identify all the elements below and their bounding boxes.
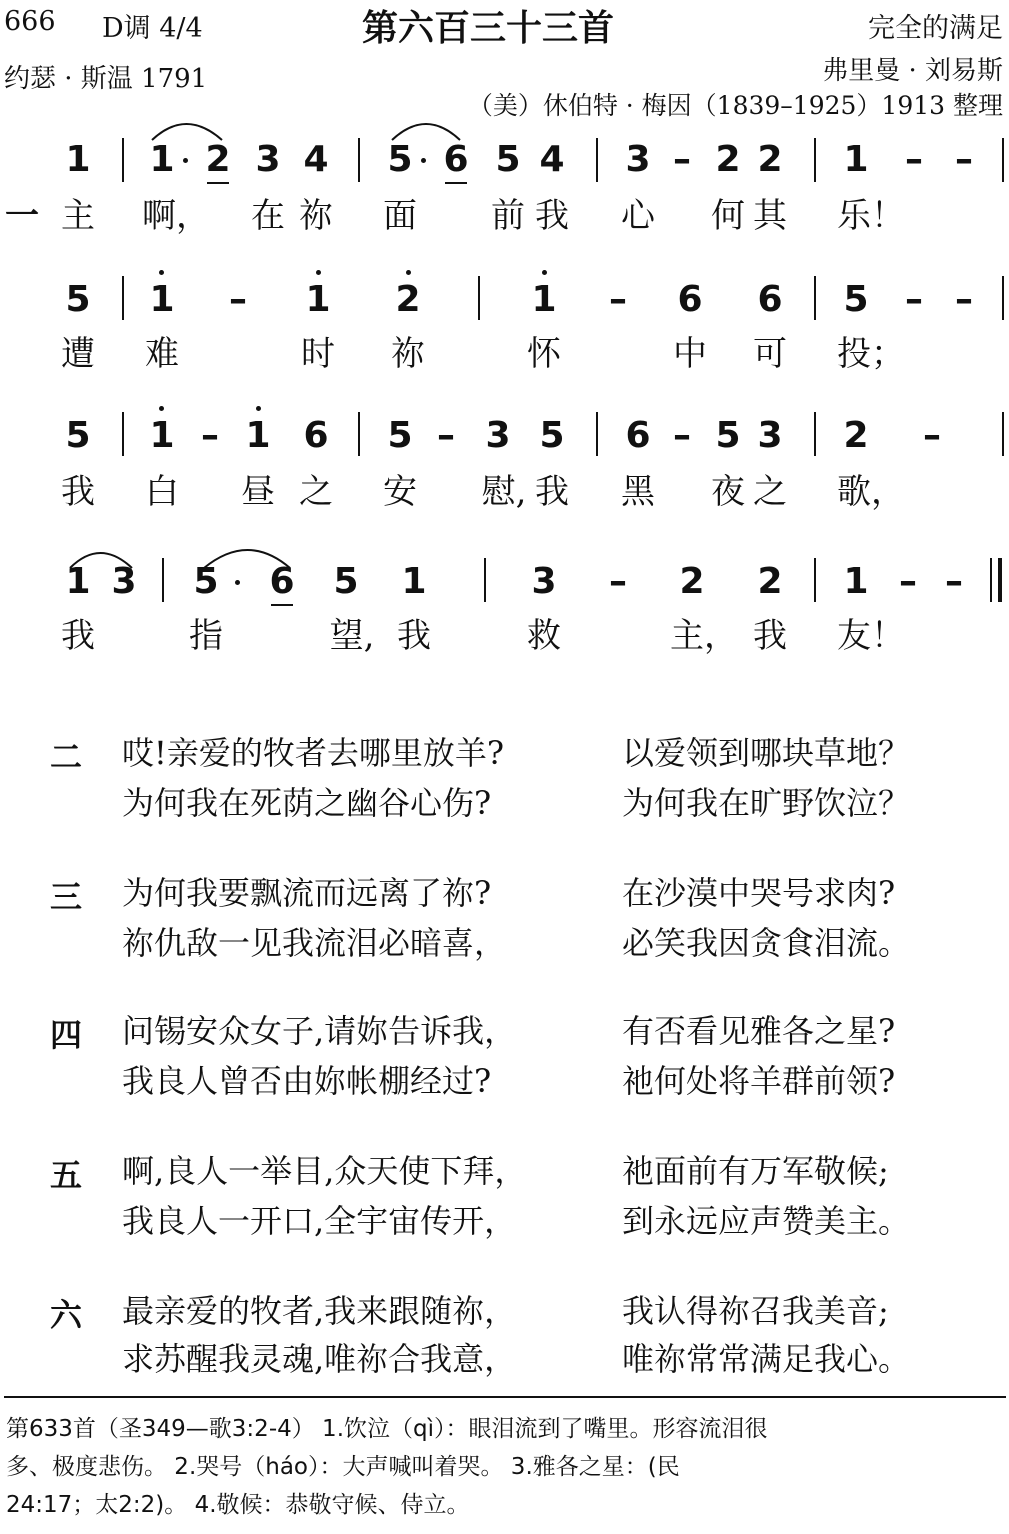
bar-line	[814, 276, 816, 320]
verse-line: 为何我要飘流而远离了祢?	[122, 874, 492, 912]
lyric: 啊，	[142, 196, 210, 236]
verse-line: 为何我在旷野饮泣？	[622, 784, 911, 822]
lyric: 中	[673, 334, 707, 374]
note: 2	[757, 139, 783, 180]
lyric: 我	[753, 616, 787, 656]
octave-dot	[316, 270, 321, 275]
note: 5	[65, 415, 91, 456]
hymn-number: 666	[4, 6, 56, 37]
dash: –	[905, 279, 923, 320]
lyric: 黑	[621, 472, 655, 512]
lyric: 之	[299, 472, 333, 512]
note: 1	[401, 561, 427, 602]
note: 3	[111, 561, 137, 602]
footnote-line: 24:17；太2:2)。 4.敬候：恭敬守候、侍立。	[6, 1492, 470, 1518]
lyric: 我	[397, 616, 431, 656]
verse-line: 以爱领到哪块草地？	[622, 734, 911, 772]
lyric: 祢	[299, 196, 333, 236]
note: 5	[843, 279, 869, 320]
dash: –	[945, 561, 963, 602]
dotted-note-dot	[235, 580, 240, 585]
note: 3	[255, 139, 281, 180]
dash: –	[955, 139, 973, 180]
slur	[152, 124, 222, 140]
verse-line: 唯祢常常满足我心。	[622, 1340, 911, 1378]
verse-line: 我认得祢召我美音;	[622, 1292, 889, 1330]
octave-dot	[159, 270, 164, 275]
lyric: 望,	[329, 616, 375, 656]
lyric: 主，	[670, 616, 738, 656]
lyric: 前	[491, 196, 525, 236]
note: 1	[149, 139, 175, 180]
lyric: 可	[753, 334, 787, 374]
verse-line: 为何我在死荫之幽谷心伤?	[122, 784, 492, 822]
note: 6	[303, 415, 329, 456]
verse-line: 到永远应声赞美主。	[622, 1202, 911, 1240]
dash: –	[905, 139, 923, 180]
verse-number: 二	[50, 738, 83, 776]
note: 5	[387, 415, 413, 456]
lyric: 之	[753, 472, 787, 512]
note: 1	[245, 415, 271, 456]
verse-number: 三	[50, 878, 83, 916]
dash: –	[923, 415, 941, 456]
note: 3	[531, 561, 557, 602]
note: 5	[715, 415, 741, 456]
note: 5	[387, 139, 413, 180]
underline	[271, 604, 293, 606]
author: 弗里曼 · 刘易斯	[822, 56, 1003, 86]
final-barline-thin	[990, 558, 992, 602]
note: 1	[149, 415, 175, 456]
verse-line: 在沙漠中哭号求肉?	[622, 874, 896, 912]
bar-line	[814, 412, 816, 456]
lyric: 投；	[837, 334, 905, 374]
bar-line	[1002, 412, 1004, 456]
bar-line	[1002, 276, 1004, 320]
lyric: 慰,	[481, 472, 527, 512]
verse-line: 祢仇敌一见我流泪必暗喜，	[122, 924, 507, 962]
dash: –	[609, 561, 627, 602]
arranger: （美）休伯特 · 梅因（1839–1925）1913 整理	[467, 91, 1003, 120]
verse-line: 有否看见雅各之星?	[622, 1012, 896, 1050]
bar-line	[358, 412, 360, 456]
lyric: 遭	[61, 334, 95, 374]
note: 2	[679, 561, 705, 602]
key-meter: D调 4/4	[102, 13, 203, 44]
lyric: 祢	[391, 334, 425, 374]
lyric: 安	[383, 472, 417, 512]
bar-line	[478, 276, 480, 320]
bar-line	[162, 558, 164, 602]
verse-line: 问锡安众女子,请妳告诉我，	[122, 1012, 517, 1050]
note: 6	[677, 279, 703, 320]
dash: –	[673, 139, 691, 180]
lyric: 主	[61, 196, 95, 236]
octave-dot	[406, 270, 411, 275]
lyric: 时	[301, 334, 335, 374]
dash: –	[201, 415, 219, 456]
note: 5	[539, 415, 565, 456]
note: 2	[757, 561, 783, 602]
note: 5	[193, 561, 219, 602]
note: 4	[539, 139, 565, 180]
lyric: 友！	[837, 616, 905, 656]
footnote-line: 第633首（圣349—歌3:2-4） 1.饮泣（qì）：眼泪流到了嘴里。形容流泪很	[6, 1416, 768, 1442]
verse-marker: 一	[5, 196, 39, 236]
note: 3	[757, 415, 783, 456]
verse-line: 啊,良人一举目,众天使下拜，	[122, 1152, 527, 1190]
octave-dot	[256, 406, 261, 411]
verse-number: 五	[50, 1156, 83, 1194]
lyric: 歌，	[837, 472, 905, 512]
lyric: 怀	[527, 334, 561, 374]
note: 6	[625, 415, 651, 456]
bar-line	[596, 412, 598, 456]
lyric: 我	[535, 196, 569, 236]
dash: –	[899, 561, 917, 602]
footnote-line: 多、极度悲伤。 2.哭号（háo）：大声喊叫着哭。 3.雅各之星：(民	[6, 1454, 680, 1480]
note: 2	[715, 139, 741, 180]
note: 1	[531, 279, 557, 320]
note: 3	[625, 139, 651, 180]
composer: 约瑟 · 斯温 1791	[4, 64, 208, 94]
note: 2	[205, 139, 231, 180]
note: 5	[333, 561, 359, 602]
lyric: 我	[61, 616, 95, 656]
footnote	[6, 1410, 1006, 1524]
verse-number: 四	[50, 1016, 83, 1054]
lyric: 指	[189, 616, 223, 656]
lyric: 何	[711, 196, 745, 236]
note: 6	[757, 279, 783, 320]
note: 2	[843, 415, 869, 456]
dash: –	[229, 279, 247, 320]
dash: –	[673, 415, 691, 456]
note: 2	[395, 279, 421, 320]
note: 3	[485, 415, 511, 456]
bar-line	[814, 558, 816, 602]
note: 1	[65, 139, 91, 180]
lyric: 我	[535, 472, 569, 512]
bar-line	[484, 558, 486, 602]
verse-number: 六	[50, 1296, 83, 1334]
dash: –	[437, 415, 455, 456]
lyric: 昼	[241, 472, 275, 512]
note: 6	[443, 139, 469, 180]
note: 1	[149, 279, 175, 320]
hymn-subtitle: 完全的满足	[868, 13, 1003, 44]
lyric: 救	[527, 616, 561, 656]
lyric: 白	[145, 472, 179, 512]
lyric: 心	[621, 196, 655, 236]
lyric: 夜	[711, 472, 745, 512]
slur	[392, 124, 460, 140]
note: 5	[495, 139, 521, 180]
note: 5	[65, 279, 91, 320]
verse-line: 我良人曾否由妳帐棚经过?	[122, 1062, 492, 1100]
octave-dot	[542, 270, 547, 275]
final-barline-thick	[998, 558, 1002, 602]
lyric: 难	[145, 334, 179, 374]
dash: –	[609, 279, 627, 320]
footnote-divider	[4, 1396, 1006, 1398]
verse-line: 必笑我因贪食泪流。	[622, 924, 911, 962]
lyric: 乐！	[837, 196, 905, 236]
lyric: 面	[383, 196, 417, 236]
note: 6	[269, 561, 295, 602]
verse-line: 求苏醒我灵魂,唯祢合我意，	[122, 1340, 517, 1378]
bar-line	[122, 276, 124, 320]
note: 4	[303, 139, 329, 180]
verse-line: 哎!亲爱的牧者去哪里放羊?	[122, 734, 505, 772]
octave-dot	[159, 406, 164, 411]
verse-line: 祂面前有万军敬候;	[622, 1152, 889, 1190]
dash: –	[955, 279, 973, 320]
note: 1	[843, 561, 869, 602]
lyric: 在	[251, 196, 285, 236]
verse-line: 我良人一开口,全宇宙传开，	[122, 1202, 517, 1240]
verse-line: 最亲爱的牧者,我来跟随祢，	[122, 1292, 517, 1330]
lyric: 其	[753, 196, 787, 236]
note: 1	[65, 561, 91, 602]
note: 1	[843, 139, 869, 180]
verse-line: 祂何处将羊群前领?	[622, 1062, 896, 1100]
bar-line	[122, 412, 124, 456]
page-title: 第六百三十三首	[362, 8, 615, 49]
lyric: 我	[61, 472, 95, 512]
note: 1	[305, 279, 331, 320]
